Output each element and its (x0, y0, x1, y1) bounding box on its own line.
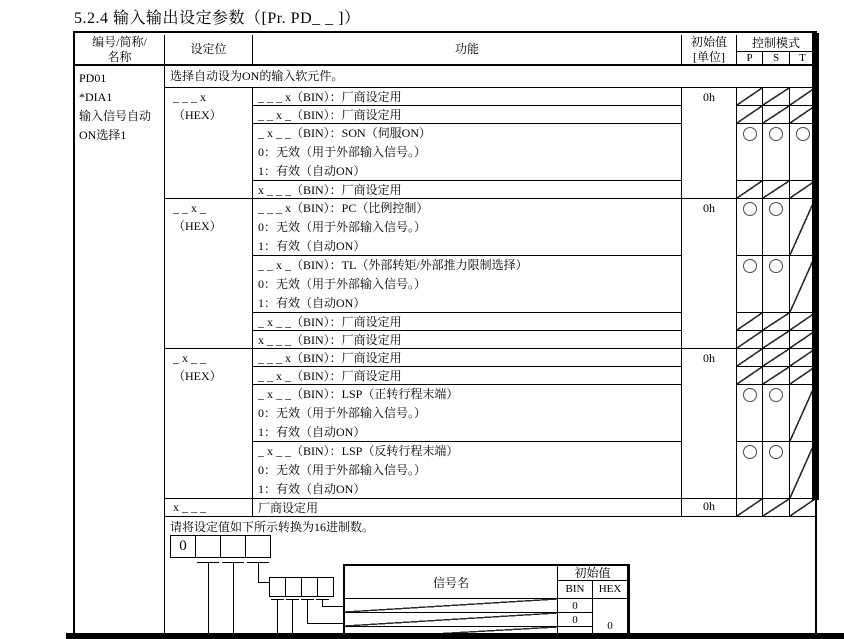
header-initial-value (682, 35, 737, 66)
parameter-abbr: *DIA1 (79, 90, 113, 104)
function-cell (253, 367, 682, 385)
signal-name-header: 信号名 (345, 566, 558, 599)
function-cell (253, 442, 682, 499)
signal-initial-header: 初始值 (558, 566, 628, 581)
leader-line (208, 562, 209, 633)
header-initial-line2: [单位] (693, 49, 725, 64)
function-line: 0：无效（用于外部输入信号。） (258, 277, 427, 291)
header-number-line2: 名称 (107, 49, 132, 64)
mode-s-cell (763, 124, 790, 181)
leader-line (307, 623, 343, 624)
function-cell (253, 313, 682, 331)
leader-line (258, 582, 269, 583)
mode-s-cell (763, 199, 790, 256)
initial-value-cell: 0h (682, 88, 737, 199)
header-control-mode-label: 控制模式 (751, 35, 800, 50)
mode-s-cell (763, 313, 790, 331)
header-function-label: 功能 (454, 42, 479, 56)
hex-digit-box (195, 535, 221, 558)
mode-s-cell (763, 181, 790, 199)
function-line: _ _ x _（BIN）：厂商设定用 (258, 369, 402, 383)
function-cell (253, 199, 682, 256)
leader-line (277, 599, 278, 633)
function-line: 0：无效（用于外部输入信号。） (258, 463, 427, 477)
initial-value-cell: 0h (682, 349, 737, 499)
header-setting-label: 设定位 (190, 42, 227, 56)
bin-digit-box (269, 577, 286, 597)
function-cell (253, 124, 682, 181)
leader-line (322, 606, 343, 607)
function-cell (253, 385, 682, 442)
function-cell (253, 106, 682, 124)
intro-text: 选择自动设为ON的输入软元件。 (170, 69, 344, 83)
signal-bin-header: BIN (558, 581, 593, 599)
setting-bit-cell (165, 199, 253, 349)
mode-p-cell (737, 385, 763, 442)
header-initial-line1: 初始值 (690, 35, 727, 49)
mode-s-cell (763, 88, 790, 106)
setting-bit-cell (165, 349, 253, 499)
setting-bit-hex: （HEX） (173, 369, 222, 383)
header-mode-p: P (737, 52, 763, 66)
mode-s-cell (763, 349, 790, 367)
mode-p-cell (737, 106, 763, 124)
mode-s-cell (763, 331, 790, 349)
hex-digit-box (220, 535, 246, 558)
function-line: 厂商设定用 (258, 501, 319, 515)
mode-p-cell (737, 367, 763, 385)
function-line: _ _ x _（BIN）：TL（外部转矩/外部推力限制选择） (258, 258, 528, 272)
section-title: 5.2.4 输入输出设定参数（[Pr. PD_ _ ]） (74, 10, 361, 27)
function-line: _ _ _ x（BIN）：厂商设定用 (258, 90, 402, 104)
bin-digit-box (317, 577, 334, 597)
signal-row-name (345, 613, 558, 627)
setting-bit-hex: （HEX） (173, 219, 222, 233)
bin-digit-boxes (269, 577, 334, 597)
mode-s-cell (763, 442, 790, 499)
function-cell (253, 256, 682, 313)
signal-row-bin: 0 (558, 613, 593, 627)
intro-row (165, 66, 815, 88)
setting-bit-cell (165, 88, 253, 199)
header-number-name (75, 35, 165, 66)
signal-hex-value: 0 (607, 620, 613, 632)
mode-s-cell (763, 499, 790, 517)
function-line: _ x _ _（BIN）：LSP（反转行程末端） (258, 444, 459, 458)
mode-s-cell (763, 385, 790, 442)
mode-s-cell (763, 367, 790, 385)
function-cell (253, 331, 682, 349)
mode-p-cell (737, 349, 763, 367)
mode-p-cell (737, 331, 763, 349)
mode-p-cell (737, 199, 763, 256)
leader-line (233, 562, 234, 633)
function-line: 1：有效（自动ON） (258, 425, 366, 439)
function-line: _ x _ _（BIN）：LSP（正转行程末端） (258, 387, 459, 401)
revision-bar (812, 33, 819, 500)
header-mode-t: T (790, 52, 815, 66)
leader-line (307, 599, 308, 624)
signal-hex-header: HEX (593, 581, 628, 599)
function-line: _ x _ _（BIN）：SON（伺服ON） (258, 126, 432, 140)
header-mode-s: S (763, 52, 790, 66)
mode-p-cell (737, 313, 763, 331)
leader-line (258, 562, 259, 583)
function-line: 0：无效（用于外部输入信号。） (258, 406, 427, 420)
bin-digit-box (301, 577, 318, 597)
leader-line (292, 599, 293, 633)
function-line: _ _ _ x（BIN）：厂商设定用 (258, 351, 402, 365)
page-cut-bar (66, 633, 844, 639)
setting-bit-hex: （HEX） (173, 108, 222, 122)
header-number-line1: 编号/简称/ (92, 35, 147, 49)
mode-p-cell (737, 88, 763, 106)
signal-row-name (345, 599, 558, 613)
parameter-name-line1: 输入信号自动 (79, 109, 152, 123)
mode-s-cell (763, 256, 790, 313)
initial-value-cell: 0h (682, 199, 737, 349)
function-cell (253, 499, 682, 517)
function-line: 1：有效（自动ON） (258, 482, 366, 496)
setting-bit-pattern: _ _ _ x (173, 90, 206, 104)
mode-p-cell (737, 124, 763, 181)
setting-bit-pattern: _ _ x _ (173, 201, 206, 215)
function-line: x _ _ _（BIN）：厂商设定用 (258, 183, 402, 197)
header-function (253, 35, 682, 66)
note-text: 请将设定值如下所示转换为16进制数。 (170, 520, 375, 534)
function-cell (253, 349, 682, 367)
function-line: _ _ x _（BIN）：厂商设定用 (258, 108, 402, 122)
function-line: x _ _ _（BIN）：厂商设定用 (258, 333, 402, 347)
signal-table (343, 564, 630, 639)
setting-bit-pattern: _ x _ _ (173, 351, 206, 365)
setting-bit-cell (165, 499, 253, 517)
function-line: _ _ _ x（BIN）：PC（比例控制） (258, 201, 429, 215)
mode-p-cell (737, 499, 763, 517)
header-setting-bit (165, 35, 253, 66)
mode-t-cell (790, 499, 815, 517)
hex-digit-box (245, 535, 271, 558)
bin-digit-box (285, 577, 302, 597)
function-line: _ x _ _（BIN）：厂商设定用 (258, 315, 402, 329)
function-cell (253, 88, 682, 106)
parameter-cell (75, 66, 165, 633)
header-control-mode (737, 35, 815, 52)
function-line: 0：无效（用于外部输入信号。） (258, 220, 427, 234)
function-line: 0：无效（用于外部输入信号。） (258, 145, 427, 159)
hex-digit-boxes (170, 535, 271, 558)
function-cell (253, 181, 682, 199)
setting-bit-pattern: x _ _ _ (173, 500, 206, 514)
function-line: 1：有效（自动ON） (258, 164, 366, 178)
mode-s-cell (763, 106, 790, 124)
hex-digit-box: 0 (170, 535, 196, 558)
function-line: 1：有效（自动ON） (258, 239, 366, 253)
function-line: 1：有效（自动ON） (258, 296, 366, 310)
mode-p-cell (737, 256, 763, 313)
parameter-number: PD01 (79, 71, 107, 85)
mode-p-cell (737, 181, 763, 199)
parameter-name-line2: ON选择1 (79, 128, 127, 142)
signal-row-bin: 0 (558, 599, 593, 613)
mode-p-cell (737, 442, 763, 499)
initial-value-cell: 0h (682, 499, 737, 517)
